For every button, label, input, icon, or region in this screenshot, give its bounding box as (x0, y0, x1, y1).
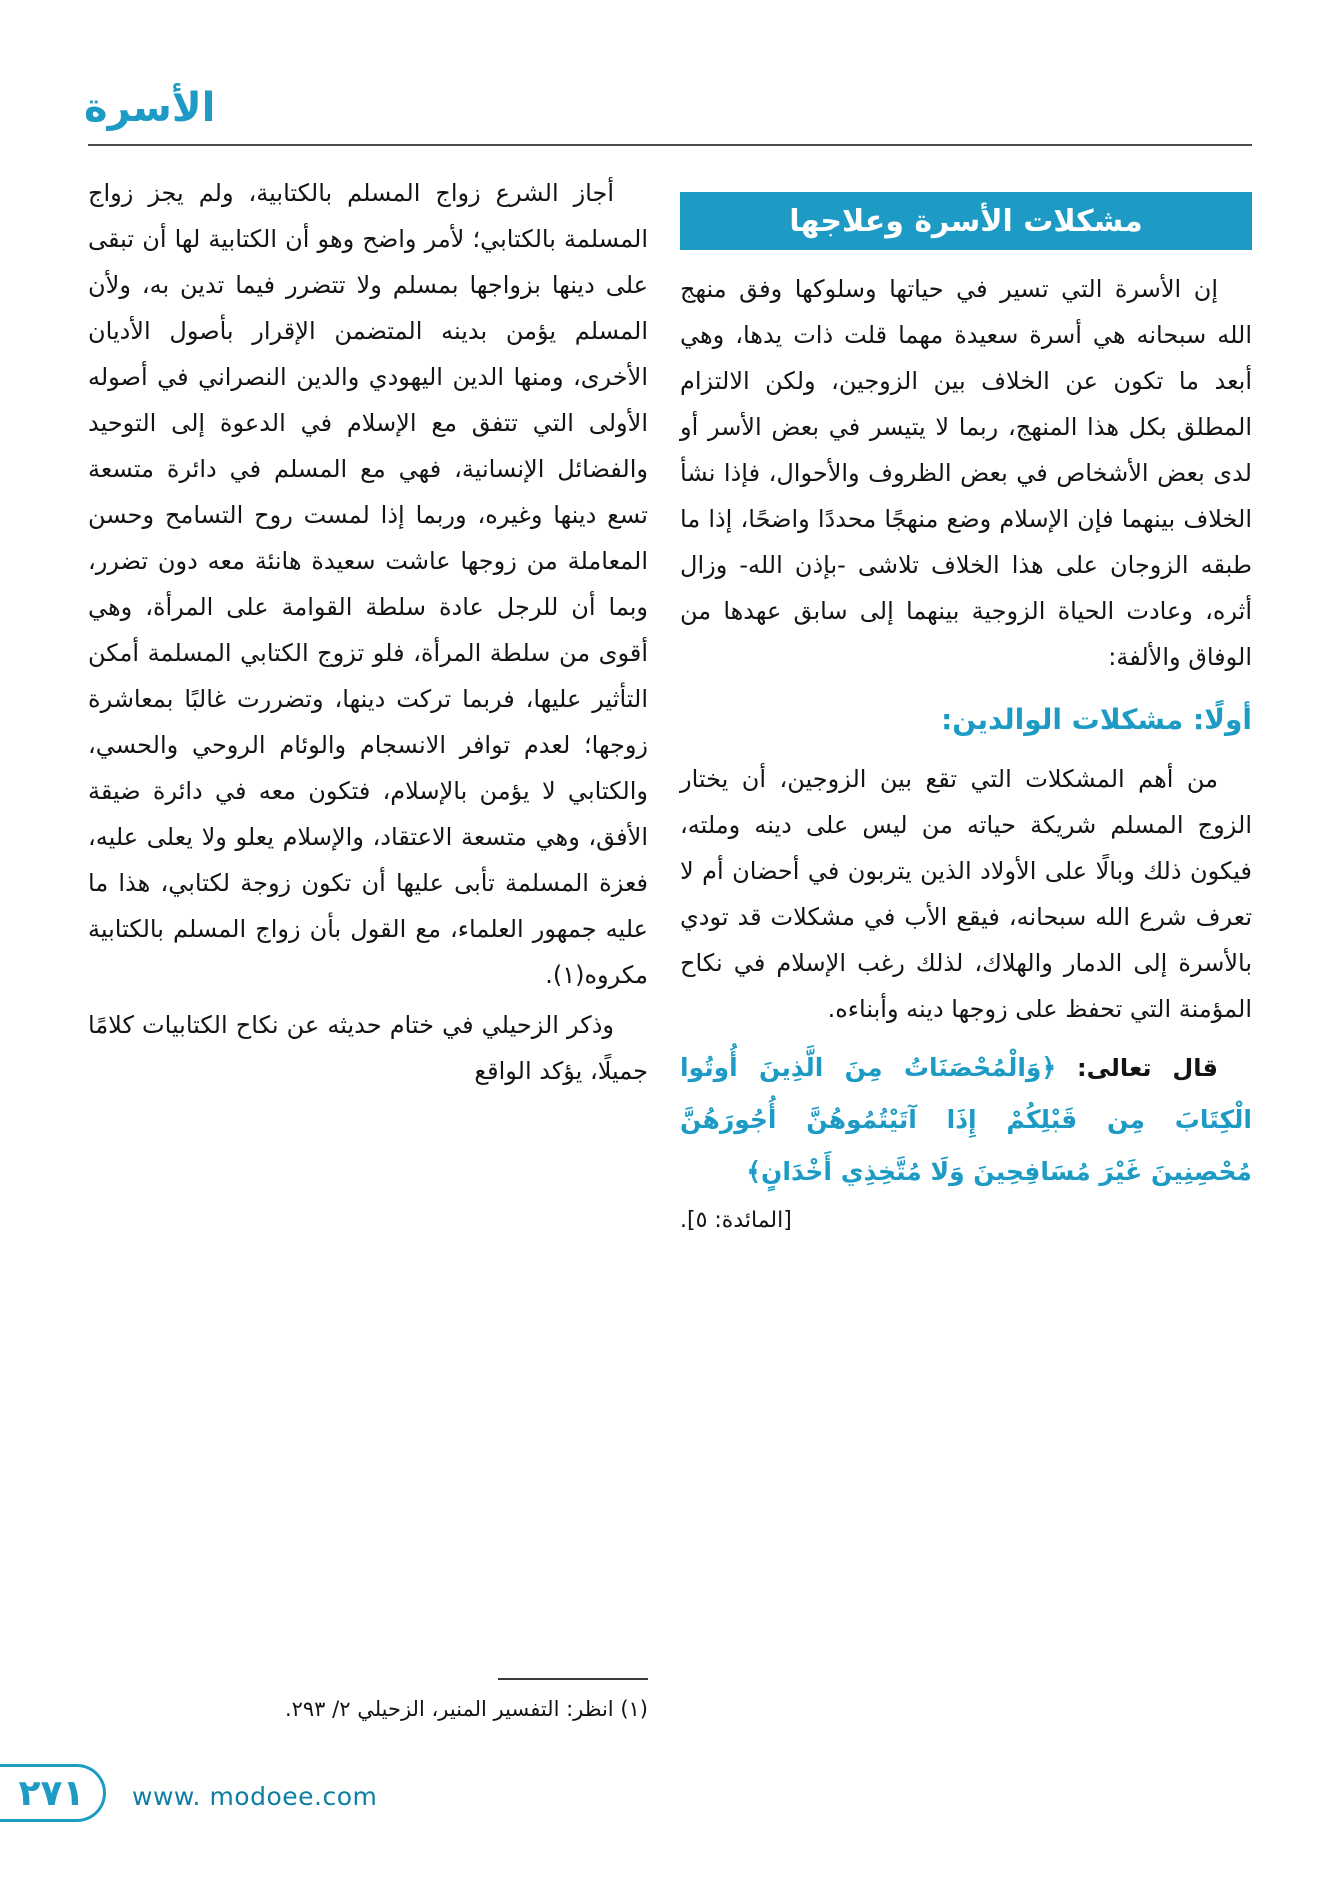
quran-verse: ﴿وَالْمُحْصَنَاتُ مِنَ الَّذِينَ أُوتُوا الْكِتَابَ مِن قَبْلِكُمْ إِذَا آتَيْتُمُوهُنَّ أُجُورَهُنَّ مُحْصِنِينَ غَيْرَ مُسَافِحِينَ وَلَا مُتَّخِذِي أَخْدَانٍ﴾ (680, 1053, 1252, 1186)
body-paragraph-zuhayli: وذكر الزحيلي في ختام حديثه عن نكاح الكتابيات كلامًا جميلًا، يؤكد الواقع (88, 1011, 648, 1085)
body-paragraph-problems: من أهم المشكلات التي تقع بين الزوجين، أن يختار الزوج المسلم شريكة حياته من ليس على دينه وملته، فيكون ذلك وبالًا على الأولاد الذين يتربون في أحضان أم لا تعرف شرع الله سبحانه، فيقع الأب في مشكلات قد تودي بالأسرة إلى الدمار والهلاك، لذلك رغب الإسلام في نكاح المؤمنة التي تحفظ على زوجها دينه وأبناءه. (680, 765, 1252, 1023)
footnote-area (88, 1678, 648, 1726)
quran-intro-label: قال تعالى: (1056, 1054, 1218, 1082)
website-url: www. modoee.com (132, 1782, 378, 1811)
subheading-parents-problems: أولًا: مشكلات الوالدين: (941, 703, 1252, 736)
header-rule (88, 144, 1252, 146)
footnote-divider (498, 1678, 648, 1680)
page-number-tab (0, 1764, 106, 1822)
body-paragraph-marriage-ruling: أجاز الشرع زواج المسلم بالكتابية، ولم يجز زواج المسلمة بالكتابي؛ لأمر واضح وهو أن الكتابية لها أن تبقى على دينها بزواجها بمسلم ولا تتضرر فيما تدين به، ولأن المسلم يؤمن بدينه المتضمن الإقرار بأصول الأديان الأخرى، ومنها الدين اليهودي والدين النصراني في أصوله الأولى التي تتفق مع الإسلام في الدعوة إلى التوحيد والفضائل الإنسانية، فهي مع المسلم في دائرة متسعة تسع دينها وغيره، وربما إذا لمست روح التسامح وحسن المعاملة من زوجها عاشت سعيدة هانئة معه دون تضرر، وبما أن للرجل عادة سلطة القوامة على المرأة، وهي أقوى من سلطة المرأة، فلو تزوج الكتابي المسلمة أمكن التأثير عليها، فربما تركت دينها، وتضررت غالبًا بمعاشرة زوجها؛ لعدم توافر الانسجام والوئام الروحي والحسي، والكتابي لا يؤمن بالإسلام، فتكون معه في دائرة ضيقة الأفق، وهي متسعة الاعتقاد، والإسلام يعلو ولا يعلى عليه، فعزة المسلمة تأبى عليها أن تكون زوجة لكتابي، هذا ما عليه جمهور العلماء، مع القول بأن زواج المسلم بالكتابية مكروه(١). (88, 179, 648, 989)
verse-citation: [المائدة: ٥]. (680, 1208, 792, 1233)
footnote: (١) انظر: التفسير المنير، الزحيلي ٢/ ٢٩٣. (284, 1697, 648, 1721)
page-number: ٢٧١ (18, 1772, 85, 1814)
body-paragraph-family-intro: إن الأسرة التي تسير في حياتها وسلوكها وفق منهج الله سبحانه هي أسرة سعيدة مهما قلت ذات يدها، وهي أبعد ما تكون عن الخلاف بين الزوجين، ولكن الالتزام المطلق بكل هذا المنهج، ربما لا يتيسر في بعض الأسر أو لدى بعض الأشخاص في بعض الظروف والأحوال، فإذا نشأ الخلاف بينهما فإن الإسلام وضع منهجًا محددًا واضحًا، إذا ما طبقه الزوجان على هذا الخلاف تلاشى -بإذن الله- وزال أثره، وعادت الحياة الزوجية بينهما إلى سابق عهدها من الوفاق والألفة: (680, 275, 1252, 671)
verse-paragraph (680, 1042, 1252, 1198)
section-banner: مشكلات الأسرة وعلاجها (680, 192, 1252, 250)
column-right (680, 192, 1252, 1233)
chapter-header-title: الأسرة (84, 85, 216, 131)
column-left (88, 170, 648, 1094)
